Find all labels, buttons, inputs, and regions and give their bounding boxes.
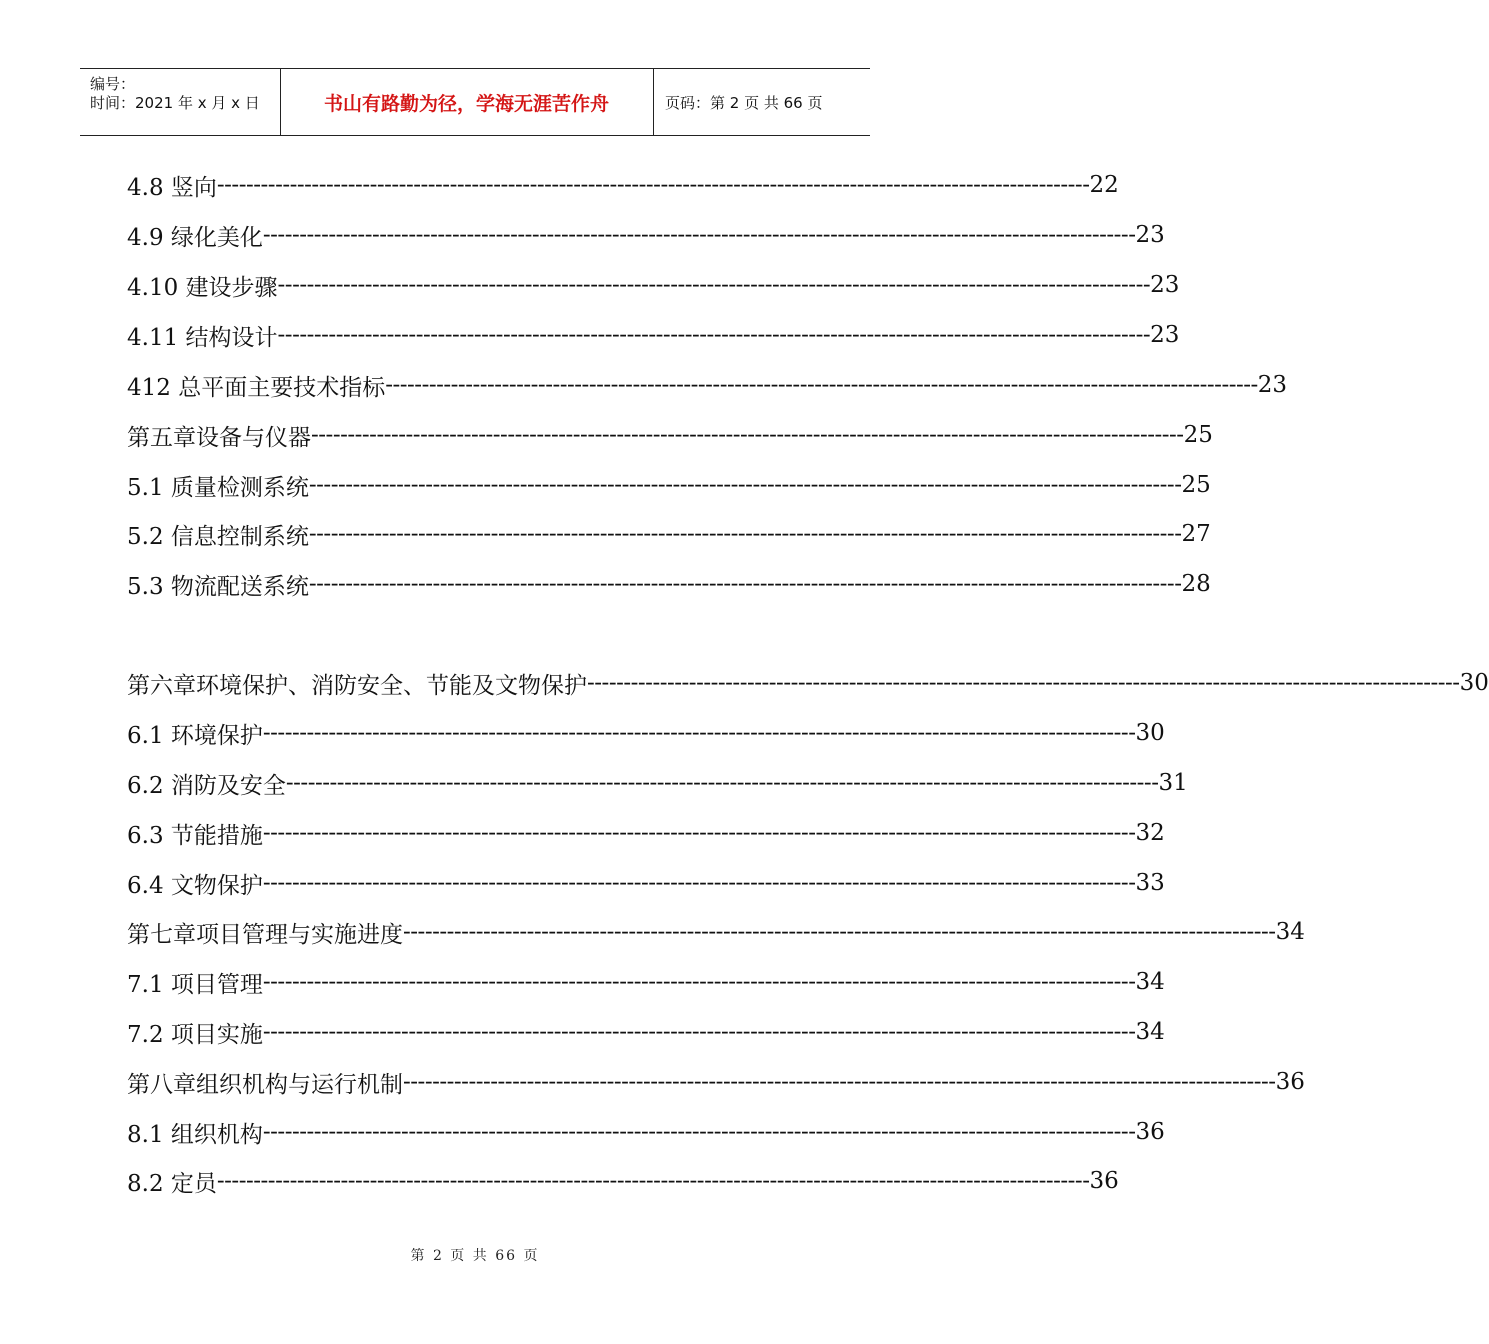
toc-entry-page: 23 [1150, 272, 1180, 298]
toc-entry-label: 第七章项目管理与实施进度 [127, 921, 403, 948]
toc-entry[interactable] [127, 569, 1211, 600]
toc-leader: ------------------------------------------------------------------------------------------------------------------------ [262, 820, 1136, 846]
toc-entry[interactable] [127, 967, 1165, 998]
toc-entry[interactable] [127, 320, 1180, 351]
toc-entry-page: 36 [1135, 1119, 1165, 1145]
toc-entry-label: 6.1 环境保护 [127, 722, 263, 749]
toc-entry-page: 25 [1181, 472, 1211, 498]
toc-entry[interactable] [127, 768, 1188, 799]
toc-entry-page: 27 [1181, 521, 1211, 547]
toc-leader: ------------------------------------------------------------------------------------------------------------------------ [403, 919, 1276, 945]
toc-entry[interactable] [127, 270, 1180, 301]
toc-entry[interactable] [127, 519, 1211, 550]
toc-entry-label: 5.1 质量检测系统 [127, 474, 309, 501]
toc-entry-label: 8.2 定员 [127, 1170, 217, 1197]
toc-entry-label: 6.4 文物保护 [127, 872, 263, 899]
toc-leader: ------------------------------------------------------------------------------------------------------------------------ [587, 670, 1460, 696]
toc-leader: ------------------------------------------------------------------------------------------------------------------------ [308, 521, 1182, 547]
page-footer: 第 2 页 共 66 页 [410, 1248, 540, 1264]
toc-entry-page: 30 [1135, 720, 1165, 746]
toc-entry-page: 34 [1275, 919, 1305, 945]
toc-entry-page: 23 [1257, 372, 1288, 398]
toc-entry[interactable] [127, 170, 1119, 201]
toc-entry-label: 7.2 项目实施 [127, 1021, 263, 1048]
toc-leader: ------------------------------------------------------------------------------------------------------------------------ [262, 720, 1136, 746]
header-motto: 书山有路勤为径，学海无涯苦作舟 [323, 92, 609, 115]
toc-leader: ------------------------------------------------------------------------------------------------------------------------ [262, 1119, 1136, 1145]
header-page-info: 页码：第 2 页 共 66 页 [665, 93, 823, 112]
toc-entry-label: 第五章设备与仪器 [127, 424, 311, 451]
toc-leader: ------------------------------------------------------------------------------------------------------------------------ [262, 1019, 1136, 1045]
toc-entry-label: 412 总平面主要技术指标 [127, 374, 386, 401]
toc-entry-label: 第八章组织机构与运行机制 [127, 1071, 403, 1098]
toc-entry[interactable] [127, 917, 1305, 948]
toc-leader: ------------------------------------------------------------------------------------------------------------------------ [403, 1069, 1276, 1095]
toc-entry-label: 4.8 竖向 [127, 174, 217, 201]
toc-leader: ------------------------------------------------------------------------------------------------------------------------ [262, 969, 1136, 995]
toc-entry[interactable] [127, 868, 1165, 899]
toc-entry-page: 36 [1275, 1069, 1305, 1095]
toc-entry-label: 6.2 消防及安全 [127, 772, 286, 799]
toc-entry-page: 34 [1135, 969, 1165, 995]
toc-leader: ------------------------------------------------------------------------------------------------------------------------ [216, 1168, 1090, 1194]
document-number-label: 编号： [90, 75, 136, 93]
toc-leader: ------------------------------------------------------------------------------------------------------------------------ [262, 222, 1136, 248]
toc-entry[interactable] [127, 1067, 1305, 1098]
toc-entry-label: 第六章环境保护、消防安全、节能及文物保护 [127, 672, 587, 699]
toc-entry-label: 4.11 结构设计 [127, 324, 278, 351]
toc-entry-page: 36 [1089, 1168, 1119, 1194]
toc-entry[interactable] [127, 718, 1165, 749]
toc-entry-page: 22 [1089, 172, 1119, 198]
toc-entry-page: 34 [1135, 1019, 1165, 1045]
toc-entry[interactable] [127, 1166, 1119, 1197]
toc-entry-page: 25 [1183, 422, 1213, 448]
toc-entry-page: 33 [1135, 870, 1165, 896]
toc-entry-label: 6.3 节能措施 [127, 822, 263, 849]
toc-leader: ------------------------------------------------------------------------------------------------------------------------ [308, 571, 1182, 597]
toc-entry-page: 23 [1150, 322, 1180, 348]
toc-entry[interactable] [127, 220, 1165, 251]
toc-entry[interactable] [127, 1117, 1165, 1148]
toc-entry[interactable] [127, 818, 1165, 849]
toc-leader: ------------------------------------------------------------------------------------------------------------------------ [277, 322, 1151, 348]
toc-entry-page: 32 [1135, 820, 1165, 846]
toc-leader: ------------------------------------------------------------------------------------------------------------------------ [308, 472, 1182, 498]
toc-entry[interactable] [127, 470, 1211, 501]
toc-entry-label: 5.2 信息控制系统 [127, 523, 309, 550]
toc-entry-page: 28 [1181, 571, 1211, 597]
toc-leader: ------------------------------------------------------------------------------------------------------------------------ [262, 870, 1136, 896]
toc-entry-page: 31 [1158, 770, 1188, 796]
toc-entry-label: 4.10 建设步骤 [127, 274, 278, 301]
toc-leader: ------------------------------------------------------------------------------------------------------------------------ [216, 172, 1090, 198]
toc-leader: ------------------------------------------------------------------------------------------------------------------------ [385, 372, 1258, 398]
toc-leader: ------------------------------------------------------------------------------------------------------------------------ [311, 422, 1184, 448]
toc-entry-label: 7.1 项目管理 [127, 971, 263, 998]
toc-entry[interactable] [127, 668, 1489, 699]
toc-entry-label: 4.9 绿化美化 [127, 224, 263, 251]
toc-entry-label: 5.3 物流配送系统 [127, 573, 309, 600]
toc-entry-page: 23 [1135, 222, 1165, 248]
toc-entry[interactable] [127, 1017, 1165, 1048]
toc-entry-page: 30 [1459, 670, 1489, 696]
toc-leader: ------------------------------------------------------------------------------------------------------------------------ [277, 272, 1151, 298]
toc-entry[interactable] [127, 370, 1288, 401]
document-time-label: 时间：2021 年 x 月 x 日 [90, 94, 260, 112]
toc-entry-label: 8.1 组织机构 [127, 1121, 263, 1148]
toc-leader: ------------------------------------------------------------------------------------------------------------------------ [285, 770, 1159, 796]
toc-entry[interactable] [127, 420, 1213, 451]
